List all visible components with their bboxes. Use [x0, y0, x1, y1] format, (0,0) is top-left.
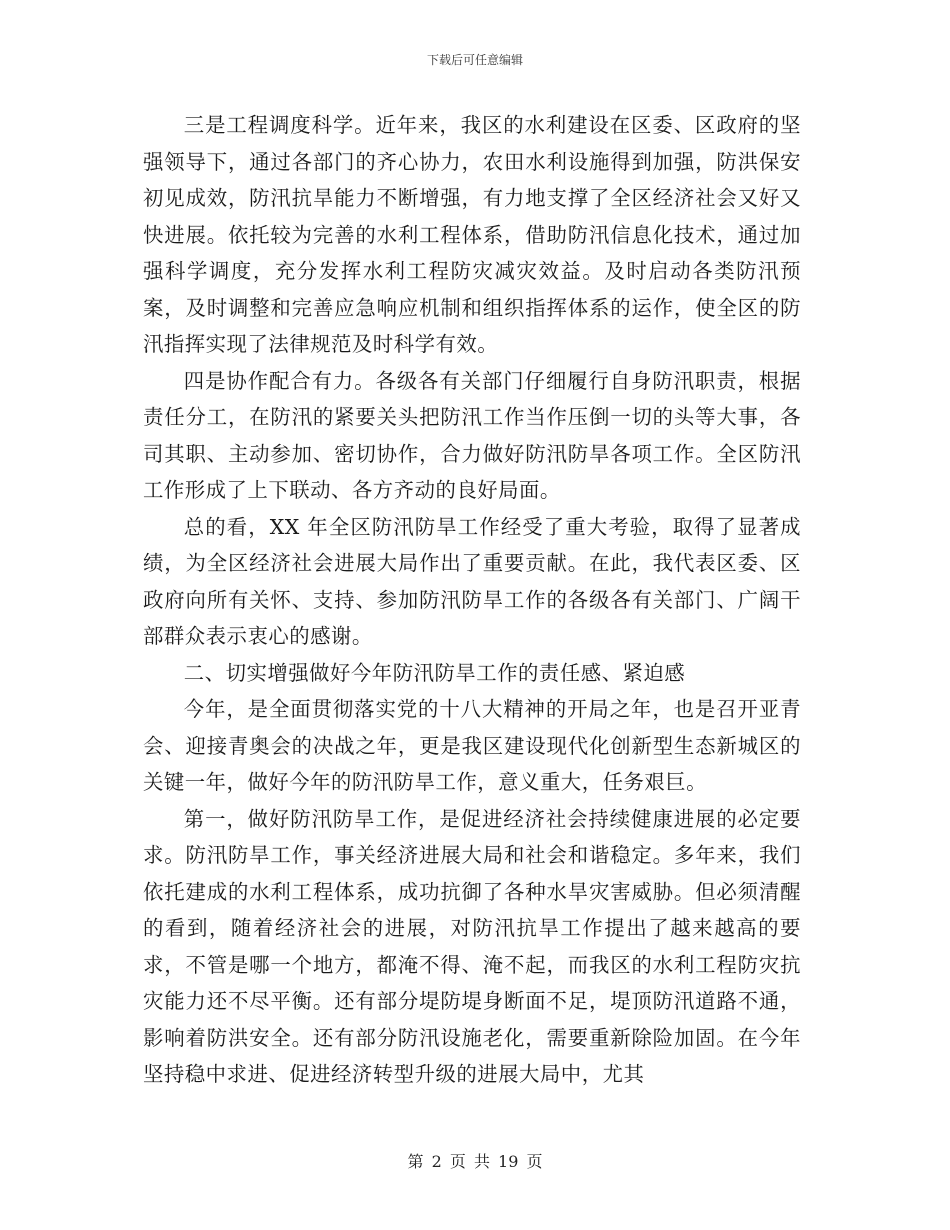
paragraph-first-point: 第一，做好防汛防旱工作，是促进经济社会持续健康进展的必定要求。防汛防旱工作，事关经济进展大局和社会和谐稳定。多年来，我们依托建成的水利工程体系，成功抗御了各种水旱灾害威胁。但必须清醒的看到，随着经济社会的进展，对防汛抗旱工作提出了越来越高的要求，不管是哪一个地方，都淹不得、淹不起，而我区的水利工程防灾抗灾能力还不尽平衡。还有部分堤防堤身断面不足，堤顶防汛道路不通，影响着防洪安全。还有部分防汛设施老化，需要重新除险加固。在今年坚持稳中求进、促进经济转型升级的进展大局中，尤其: [143, 806, 801, 1086]
document-body: [143, 107, 801, 1093]
paragraph-engineering-dispatch: 三是工程调度科学。近年来，我区的水利建设在区委、区政府的坚强领导下，通过各部门的齐心协力，农田水利设施得到加强，防洪保安初见成效，防汛抗旱能力不断增强，有力地支撑了全区经济社会又好又快进展。依托较为完善的水利工程体系，借助防汛信息化技术，通过加强科学调度，充分发挥水利工程防灾减灾效益。及时启动各类防汛预案，及时调整和完善应急响应机制和组织指挥体系的运作，使全区的防汛指挥实现了法律规范及时科学有效。: [143, 113, 801, 356]
section-heading: 二、切实增强做好今年防汛防旱工作的责任感、紧迫感: [183, 660, 686, 685]
page-header: 下载后可任意编辑: [426, 53, 523, 67]
paragraph-cooperation: 四是协作配合有力。各级各有关部门仔细履行自身防汛职责，根据责任分工，在防汛的紧要关头把防汛工作当作压倒一切的头等大事，各司其职、主动参加、密切协作，合力做好防汛防旱各项工作。全区防汛工作形成了上下联动、各方齐动的良好局面。: [143, 368, 801, 502]
paragraph-summary: 总的看，XX 年全区防汛防旱工作经受了重大考验，取得了显著成绩，为全区经济社会进展大局作出了重要贡献。在此，我代表区委、区政府向所有关怀、支持、参加防汛防旱工作的各级各有关部门、广阔干部群众表示衷心的感谢。: [143, 514, 801, 648]
page-number: 第 2 页 共 19 页: [407, 1152, 543, 1171]
paragraph-this-year: 今年，是全面贯彻落实党的十八大精神的开局之年，也是召开亚青会、迎接青奥会的决战之年，更是我区建设现代化创新型生态新城区的关键一年，做好今年的防汛防旱工作，意义重大，任务艰巨。: [143, 697, 801, 794]
